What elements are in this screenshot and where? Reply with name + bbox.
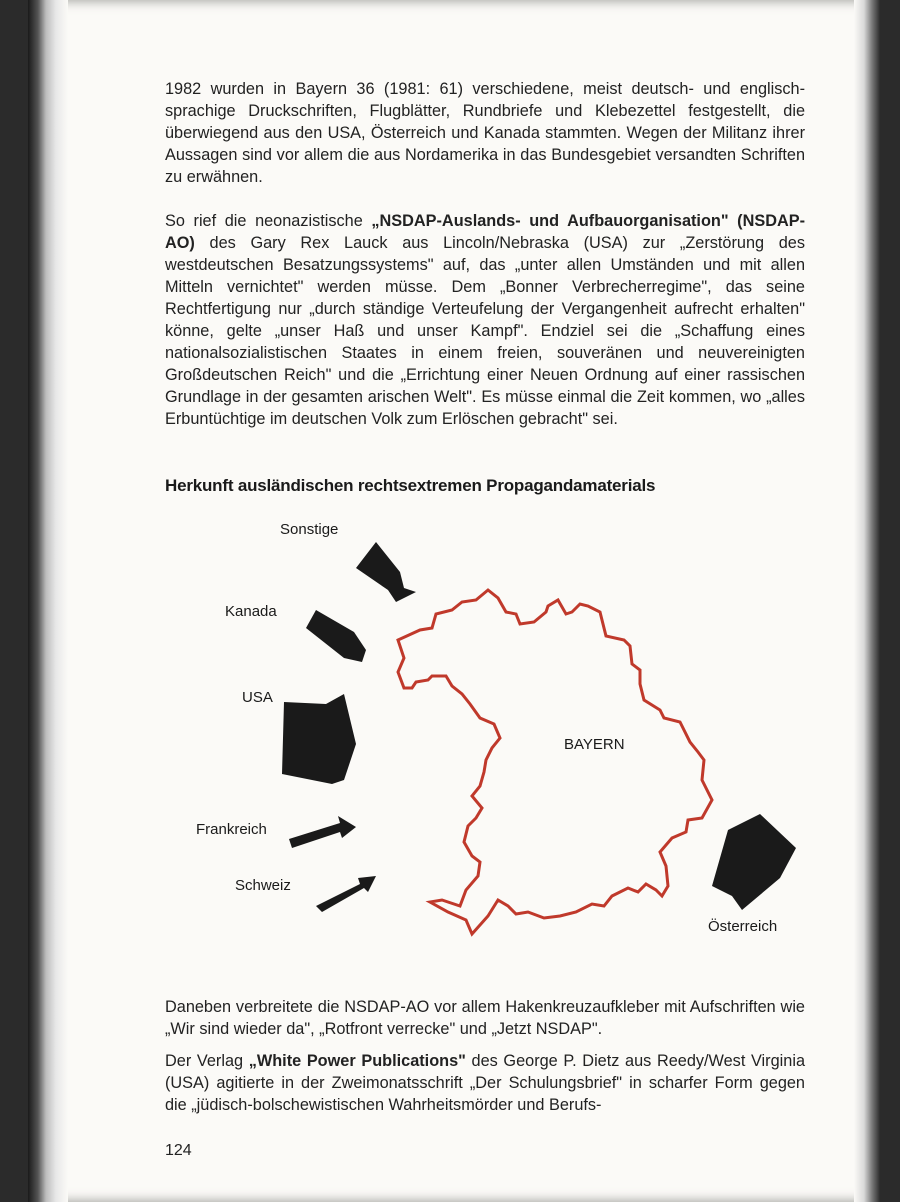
figure-title: Herkunft ausländischen rechtsextremen Propagandamaterials — [165, 476, 656, 495]
paragraph-aufkleber: Daneben verbreitete die NSDAP-AO vor allem Hakenkreuzaufkleber mit Aufschriften wie „Wir sind wieder da", „Rotfront verrecke" und „Jetzt NSDAP". — [165, 998, 805, 1038]
paragraph-white-power-body: des George P. Dietz aus Reedy/West Virginia (USA) agitierte in der Zweimonatsschrift „Der Schulungsbrief" in scharfer Form gegen die „jüdisch-bolschewistischen Wahrheitsmörder und Berufs- — [165, 1052, 805, 1114]
page-number: 124 — [165, 1142, 192, 1159]
arrow-sonstige — [356, 542, 416, 602]
label-oesterreich: Österreich — [708, 918, 778, 935]
label-sonstige: Sonstige — [280, 521, 339, 538]
label-usa: USA — [242, 689, 273, 706]
bavaria-outline — [398, 590, 712, 934]
arrow-kanada — [306, 610, 366, 662]
paragraph-intro: 1982 wurden in Bayern 36 (1981: 61) verschiedene, meist deutsch- und englisch-sprachige Druckschriften, Flugblätter, Rundbriefe und Klebezettel festgestellt, die überwiegend aus den USA, Österreich und Kanada stammten. Wegen der Militanz ihrer Aussagen sind vor allem die aus Nordamerika in das Bundesgebiet versandten Schriften zu erwähnen. — [165, 80, 805, 186]
paragraph-nsdap-ao-lead: So rief die neonazistische — [165, 212, 372, 230]
arrow-oesterreich — [712, 814, 796, 910]
label-schweiz: Schweiz — [235, 877, 291, 894]
arrow-frankreich — [289, 816, 356, 848]
label-bayern: BAYERN — [564, 736, 625, 753]
paragraph-white-power-lead: Der Verlag — [165, 1052, 249, 1070]
org-name-nsdap-ao: „NSDAP-Auslands- und Aufbauorganisation" (NSDAP-AO) — [165, 212, 805, 252]
arrow-usa — [282, 694, 356, 784]
publisher-name: „White Power Publications" — [248, 1052, 466, 1070]
arrow-schweiz — [316, 876, 376, 912]
label-kanada: Kanada — [225, 603, 277, 620]
paragraph-nsdap-ao-body: des Gary Rex Lauck aus Lincoln/Nebraska (USA) zur „Zerstörung des westdeutschen Besatzungssystems" auf, das „unter allen Umständen und mit allen Mitteln vernichtet" werden müsse. Dem „Bonner Verbrecherregime", das seine Rechtfertigung nur „durch ständige Verteufelung der Vergangenheit aufrecht erhalten" könne, gelte „unser Haß und unser Kampf". Endziel sei die „Schaffung eines nationalsozialistischen Staates in einem freien, souveränen und neuvereinigten Großdeutschen Reich" und die „Errichtung einer Neuen Ordnung auf einer rassischen Grundlage in der gesamten arischen Welt". Es müsse einmal die Zeit kommen, wo „alles Erbuntüchtige im deutschen Volk zum Erlöschen gebracht" sei. — [165, 234, 805, 428]
paragraph-white-power — [165, 1050, 805, 1116]
label-frankreich: Frankreich — [196, 821, 267, 838]
